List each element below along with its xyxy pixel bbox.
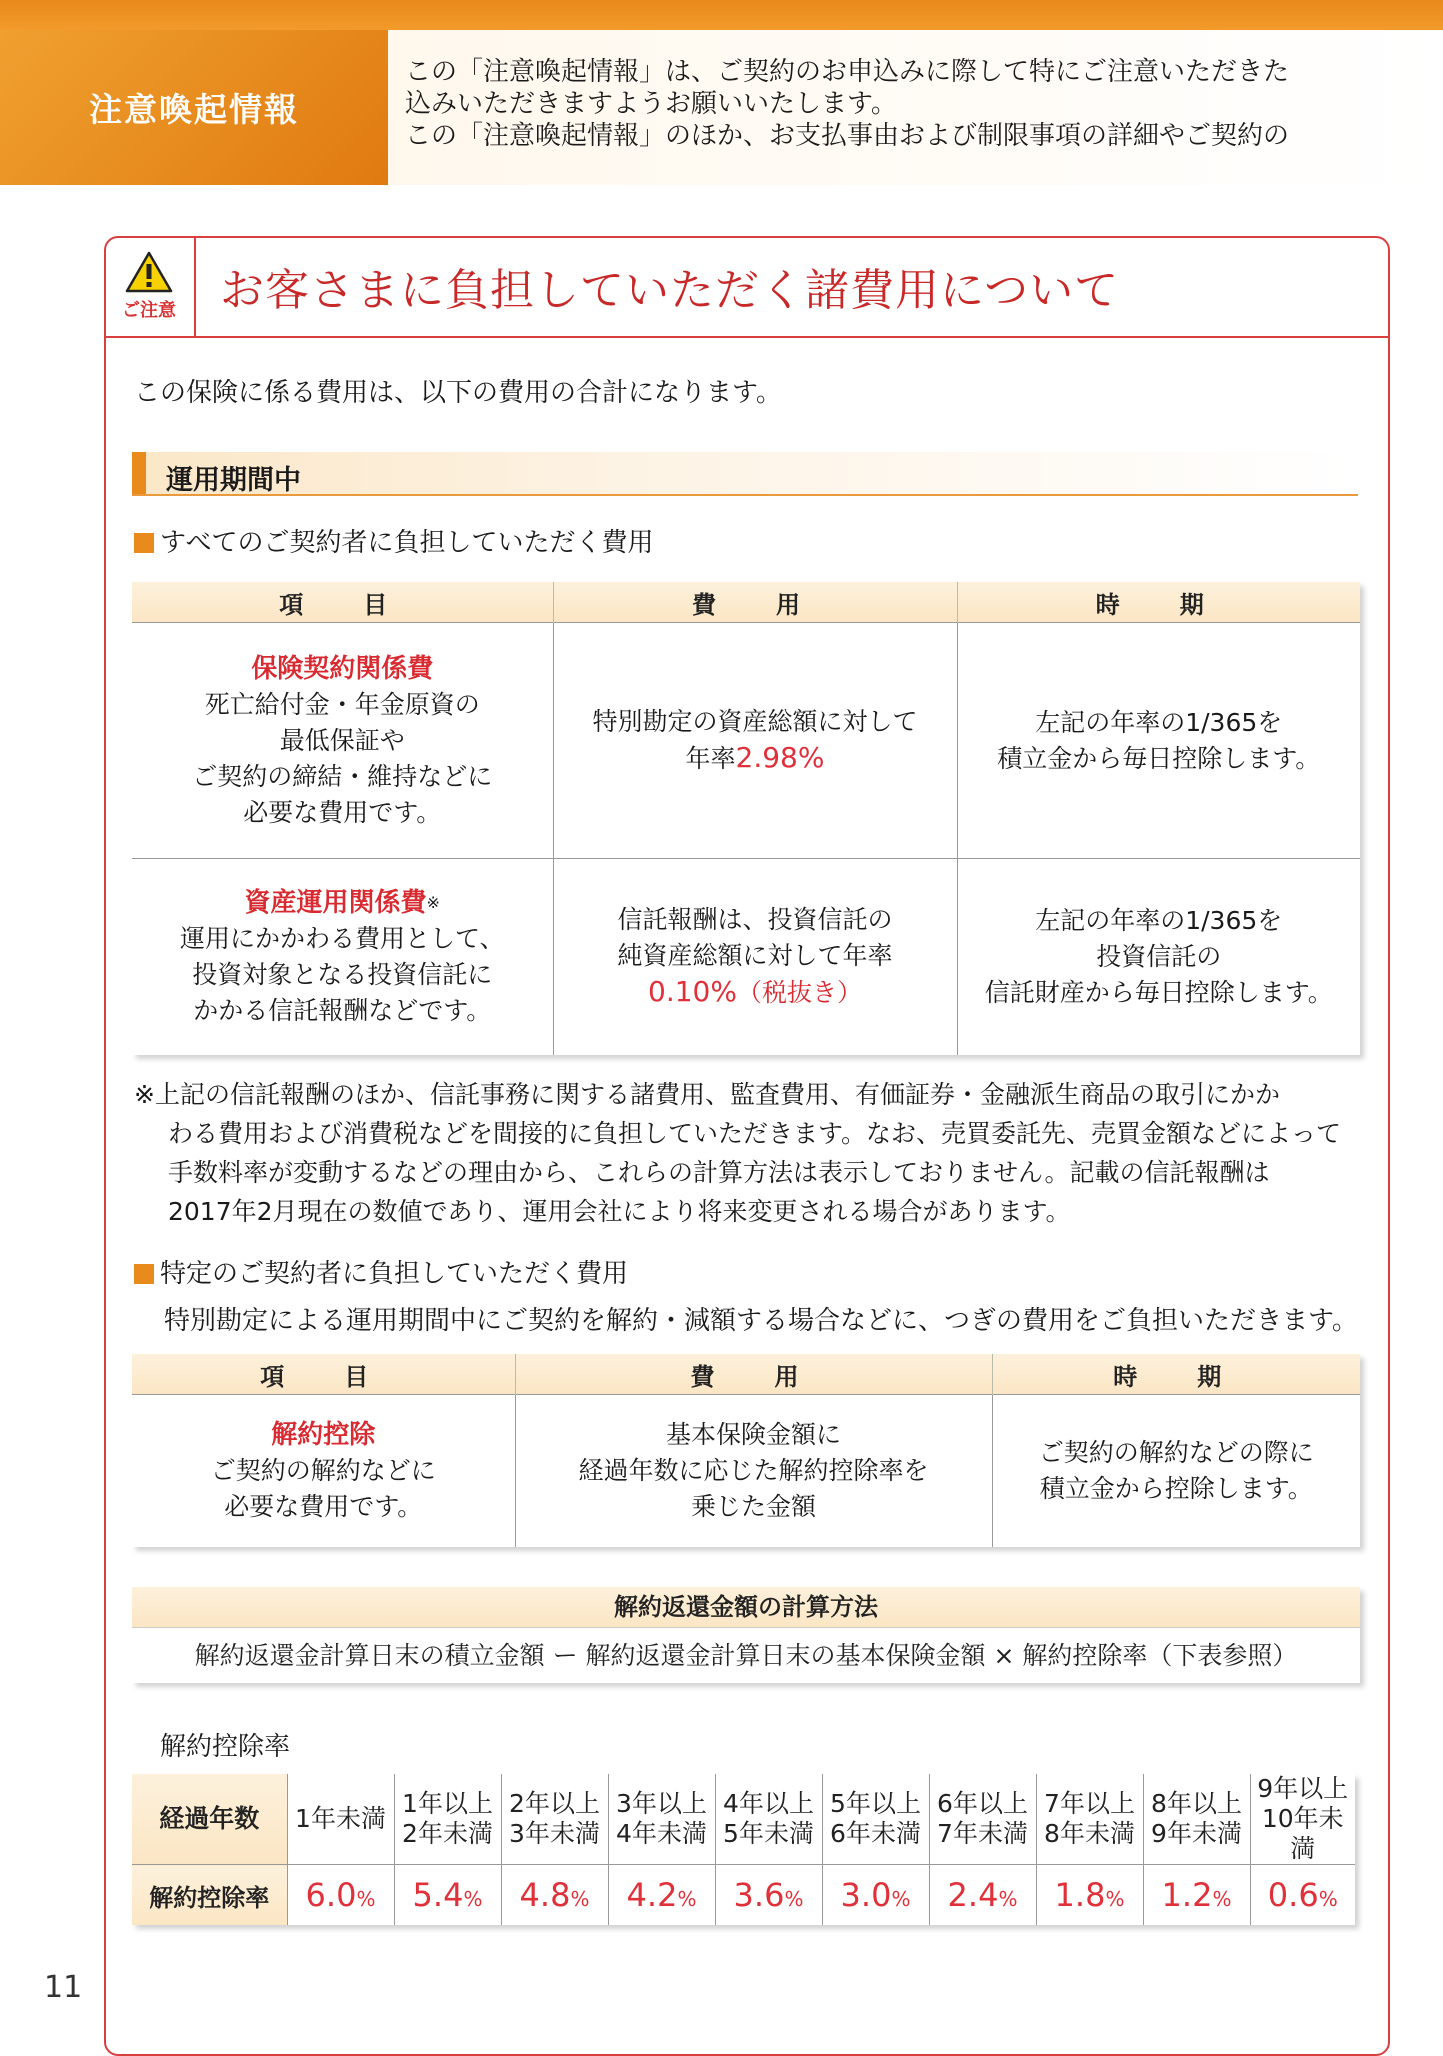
section-heading: [132, 452, 1358, 496]
timing-text: 左記の年率の1/365を: [1035, 707, 1283, 737]
item-cell: [132, 1395, 515, 1547]
year-cell: 7年以上 8年未満: [1036, 1774, 1143, 1865]
header-line: この「注意喚起情報」は、ご契約のお申込みに際して特にご注意いただきた: [405, 57, 1290, 87]
subheading-specific: [134, 1253, 628, 1290]
specific-desc: 特別勘定による運用期間中にご契約を解約・減額する場合などに、つぎの費用をご負担いただきます。: [164, 1306, 1358, 1336]
warning-icon: [124, 250, 174, 294]
rates-row: [132, 1865, 1355, 1926]
column-header: 費 用: [553, 582, 957, 623]
table-row: [132, 859, 1360, 1055]
year-cell: 1年以上 2年未満: [394, 1774, 501, 1865]
timing-text: 積立金から毎日控除します。: [997, 743, 1321, 773]
rate-cell: 4.2%: [608, 1865, 715, 1926]
timing-cell: [957, 859, 1360, 1055]
section-bar: [132, 452, 146, 494]
rate-cell: 3.0%: [822, 1865, 929, 1926]
fee-table-all: [132, 582, 1360, 1055]
timing-text: 信託財産から毎日控除します。: [984, 977, 1333, 1007]
footnote-line: 2017年2月現在の数値であり、運用会社により将来変更される場合があります。: [168, 1197, 1071, 1226]
table-row: [132, 1395, 1360, 1547]
column-header: 時 期: [992, 1354, 1360, 1395]
square-bullet-icon: [134, 533, 154, 553]
year-cell: 8年以上 9年未満: [1143, 1774, 1250, 1865]
table-row: [132, 623, 1360, 859]
panel-title: お客さまに負担していただく諸費用について: [220, 265, 1120, 316]
header-line: 込みいただきますようお願いいたします。: [405, 89, 897, 119]
year-cell: 4年以上 5年未満: [715, 1774, 822, 1865]
year-cell: 5年以上 6年未満: [822, 1774, 929, 1865]
column-header: 費 用: [515, 1354, 992, 1395]
column-header: 項 目: [132, 582, 553, 623]
cost-text: 純資産総額に対して年率: [617, 941, 893, 971]
rate-cell: 5.4%: [394, 1865, 501, 1926]
item-desc: 最低保証や: [279, 725, 405, 755]
cost-cell: [553, 859, 957, 1055]
item-desc: 死亡給付金・年金原資の: [204, 689, 480, 719]
item-title: 保険契約関係費: [251, 653, 434, 684]
calc-title: 解約返還金額の計算方法: [132, 1587, 1360, 1628]
cost-rate-line: [562, 740, 949, 777]
item-desc: ご契約の解約などに: [210, 1455, 436, 1485]
caution-badge: [104, 236, 196, 336]
item-desc: 必要な費用です。: [224, 1491, 423, 1521]
surrender-rate-table: [132, 1774, 1355, 1925]
cost-rate: 0.10%: [648, 975, 737, 1009]
item-title: 資産運用関係費: [244, 887, 427, 918]
item-desc: 必要な費用です。: [243, 797, 442, 827]
subheading-all: [134, 522, 653, 559]
calc-box: [132, 1587, 1360, 1683]
rate-cell: 4.8%: [501, 1865, 608, 1926]
timing-cell: [992, 1395, 1360, 1547]
cost-suffix: （税抜き）: [736, 978, 862, 1008]
item-desc: 投資対象となる投資信託に: [192, 959, 493, 989]
header-tab: 注意喚起情報: [0, 30, 388, 185]
item-title: 解約控除: [271, 1419, 376, 1450]
year-cell: 3年以上 4年未満: [608, 1774, 715, 1865]
timing-text: ご契約の解約などの際に: [1038, 1437, 1314, 1467]
item-desc: かかる信託報酬などです。: [193, 995, 492, 1025]
column-header: 時 期: [957, 582, 1360, 623]
year-cell: 2年以上 3年未満: [501, 1774, 608, 1865]
timing-text: 左記の年率の1/365を: [1035, 905, 1283, 935]
top-color-bar: [0, 0, 1443, 30]
row-header: 解約控除率: [132, 1865, 287, 1926]
footnote: [134, 1075, 1374, 1231]
cost-text: 基本保険金額に: [665, 1419, 841, 1449]
year-cell: 6年以上 7年未満: [929, 1774, 1036, 1865]
section-title: 運用期間中: [166, 465, 301, 496]
panel-header: [104, 236, 1390, 338]
year-cell: 9年以上 10年未満: [1250, 1774, 1355, 1865]
note-mark: ※: [426, 892, 440, 912]
cost-cell: [515, 1395, 992, 1547]
rate-cell: 1.2%: [1143, 1865, 1250, 1926]
cost-prefix: 年率: [685, 744, 736, 773]
cost-text: 特別勘定の資産総額に対して: [592, 707, 918, 736]
footnote-line: ※上記の信託報酬のほか、信託事務に関する諸費用、監査費用、有価証券・金融派生商品の取引にかか: [134, 1080, 1280, 1109]
item-desc: 運用にかかわる費用として、: [179, 923, 505, 953]
rate-cell: 3.6%: [715, 1865, 822, 1926]
cost-rate: 2.98%: [735, 741, 825, 774]
row-header: 経過年数: [132, 1774, 287, 1865]
cost-cell: [553, 623, 957, 859]
intro-text: この保険に係る費用は、以下の費用の合計になります。: [134, 378, 782, 408]
subheading-text: 特定のご契約者に負担していただく費用: [160, 1259, 629, 1289]
item-cell: [132, 623, 553, 859]
rate-cell: 2.4%: [929, 1865, 1036, 1926]
rate-cell: 6.0%: [287, 1865, 394, 1926]
item-desc: ご契約の締結・維持などに: [192, 761, 493, 791]
cost-rate-line: [562, 974, 949, 1011]
calc-formula: 解約返還金計算日末の積立金額 ー 解約返還金計算日末の基本保険金額 × 解約控除率（下表参照）: [194, 1641, 1298, 1670]
timing-cell: [957, 623, 1360, 859]
footnote-line: 手数料率が変動するなどの理由から、これらの計算方法は表示しておりません。記載の信託報酬は: [168, 1158, 1270, 1187]
subheading-text: すべてのご契約者に負担していただく費用: [160, 528, 654, 558]
fee-table-specific: [132, 1354, 1360, 1547]
header-text: [405, 56, 1440, 152]
timing-text: 積立金から控除します。: [1039, 1473, 1313, 1503]
cost-text: 経過年数に応じた解約控除率を: [578, 1455, 929, 1485]
cost-text: 信託報酬は、投資信託の: [617, 905, 893, 935]
caution-label: ご注意: [122, 300, 176, 321]
page-number: 11: [44, 1970, 83, 2005]
square-bullet-icon: [134, 1264, 154, 1284]
column-header: 項 目: [132, 1354, 515, 1395]
rate-cell: 0.6%: [1250, 1865, 1355, 1926]
years-row: [132, 1774, 1355, 1865]
rate-table-label: 解約控除率: [160, 1732, 291, 1762]
cost-text: 乗じた金額: [690, 1491, 816, 1521]
rate-cell: 1.8%: [1036, 1865, 1143, 1926]
item-cell: [132, 859, 553, 1055]
footnote-line: わる費用および消費税などを間接的に負担していただきます。なお、売買委託先、売買金額などによって: [168, 1119, 1342, 1148]
year-cell: 1年未満: [287, 1774, 394, 1865]
timing-text: 投資信託の: [1096, 941, 1222, 971]
header-line: この「注意喚起情報」のほか、お支払事由および制限事項の詳細やご契約の: [405, 121, 1290, 151]
